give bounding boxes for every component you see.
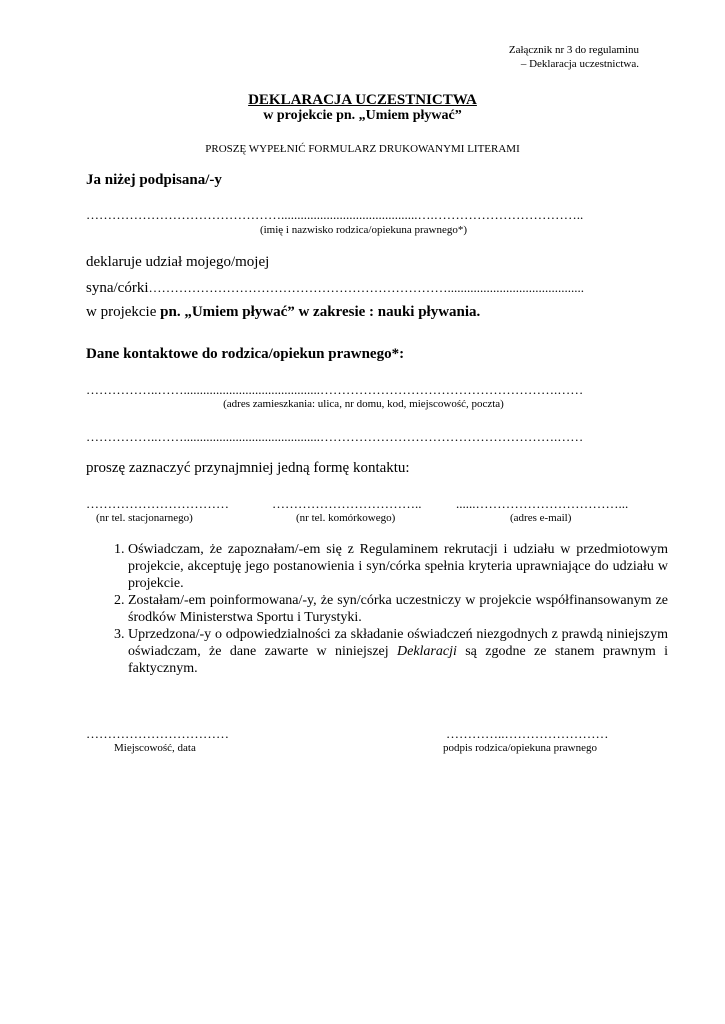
document-title [0,92,725,124]
email-field[interactable]: ......……………………………... [456,496,629,511]
annex-line-1: Załącznik nr 3 do regulaminu [508,44,639,56]
annex-line-2: – Deklaracja uczestnictwa. [520,58,639,70]
declaration-line-3 [86,304,480,321]
signer-name-field[interactable]: ………………………………………..........................................….…………………………….. [86,207,584,222]
statement-3 [128,626,668,677]
signer-heading: Ja niżej podpisana/-y [86,172,222,188]
landline-caption: (nr tel. stacjonarnego) [96,512,193,524]
statement-3-after: są zgodne ze stanem prawnym i faktycznym. [128,644,668,676]
declaration-line-2 [86,280,584,297]
statements-list [100,541,668,677]
child-label: syna/córki [86,280,149,296]
statement-3-italic: Deklaracji [397,644,457,659]
statement-1: 1. Oświadczam, że zapoznałam/-em się z Regulaminem rekrutacji i udziału w przedmiotowym projekcie, akceptuję jego postanowienia i syn/córka spełnia kryteria uprawniające do udziału w projekcie. [128,541,668,592]
place-date-field[interactable]: …………………………… [86,726,229,741]
declaration-line-1: deklaruje udział mojego/mojej [86,254,270,270]
project-scope: pn. „Umiem pływać” w zakresie : nauki pływania. [160,304,481,320]
project-prefix: w projekcie [86,304,161,320]
annex-note [509,43,639,71]
mobile-field[interactable]: …………………………….. [272,496,422,511]
signer-name-caption: (imię i nazwisko rodzica/opiekuna prawnego*) [259,224,468,236]
signature-field[interactable]: …………..…………………… [446,726,609,741]
statement-2: 2. Zostałam/-em poinformowana/-y, że syn/córka uczestniczy w projekcie współfinansowanym ze środków Ministerstwa Sportu i Turystyki. [128,592,668,626]
contact-heading: Dane kontaktowe do rodzica/opiekun prawnego*: [86,346,405,362]
signature-caption: podpis rodzica/opiekuna prawnego [443,742,597,754]
title-line-2: w projekcie pn. „Umiem pływać” [263,108,462,123]
landline-field[interactable]: …………………………… [86,496,229,511]
title-line-1: DEKLARACJA UCZESTNICTWA [248,92,477,108]
fill-instruction: PROSZĘ WYPEŁNIĆ FORMULARZ DRUKOWANYMI LITERAMI [205,143,520,155]
statement-3-before: Uprzedzona/-y o odpowiedzialności za składanie oświadczeń niezgodnych z prawdą niniejszym oświadczam, że dane zawarte w niniejszej [128,627,668,659]
contact-prompt: proszę zaznaczyć przynajmniej jedną formę kontaktu: [86,460,410,476]
address-field-2[interactable]: ……………..……..........................................……………………………………………….…… [86,429,584,444]
child-name-field[interactable]: …………………………………………………………….......................................... [148,280,584,295]
address-field-1[interactable]: ……………..……..........................................……………………………………………….…… [86,382,584,397]
address-caption: (adres zamieszkania: ulica, nr domu, kod, miejscowość, poczta) [223,398,504,410]
place-date-caption: Miejscowość, data [114,742,196,754]
mobile-caption: (nr tel. komórkowego) [296,512,396,524]
email-caption: (adres e-mail) [510,512,572,524]
